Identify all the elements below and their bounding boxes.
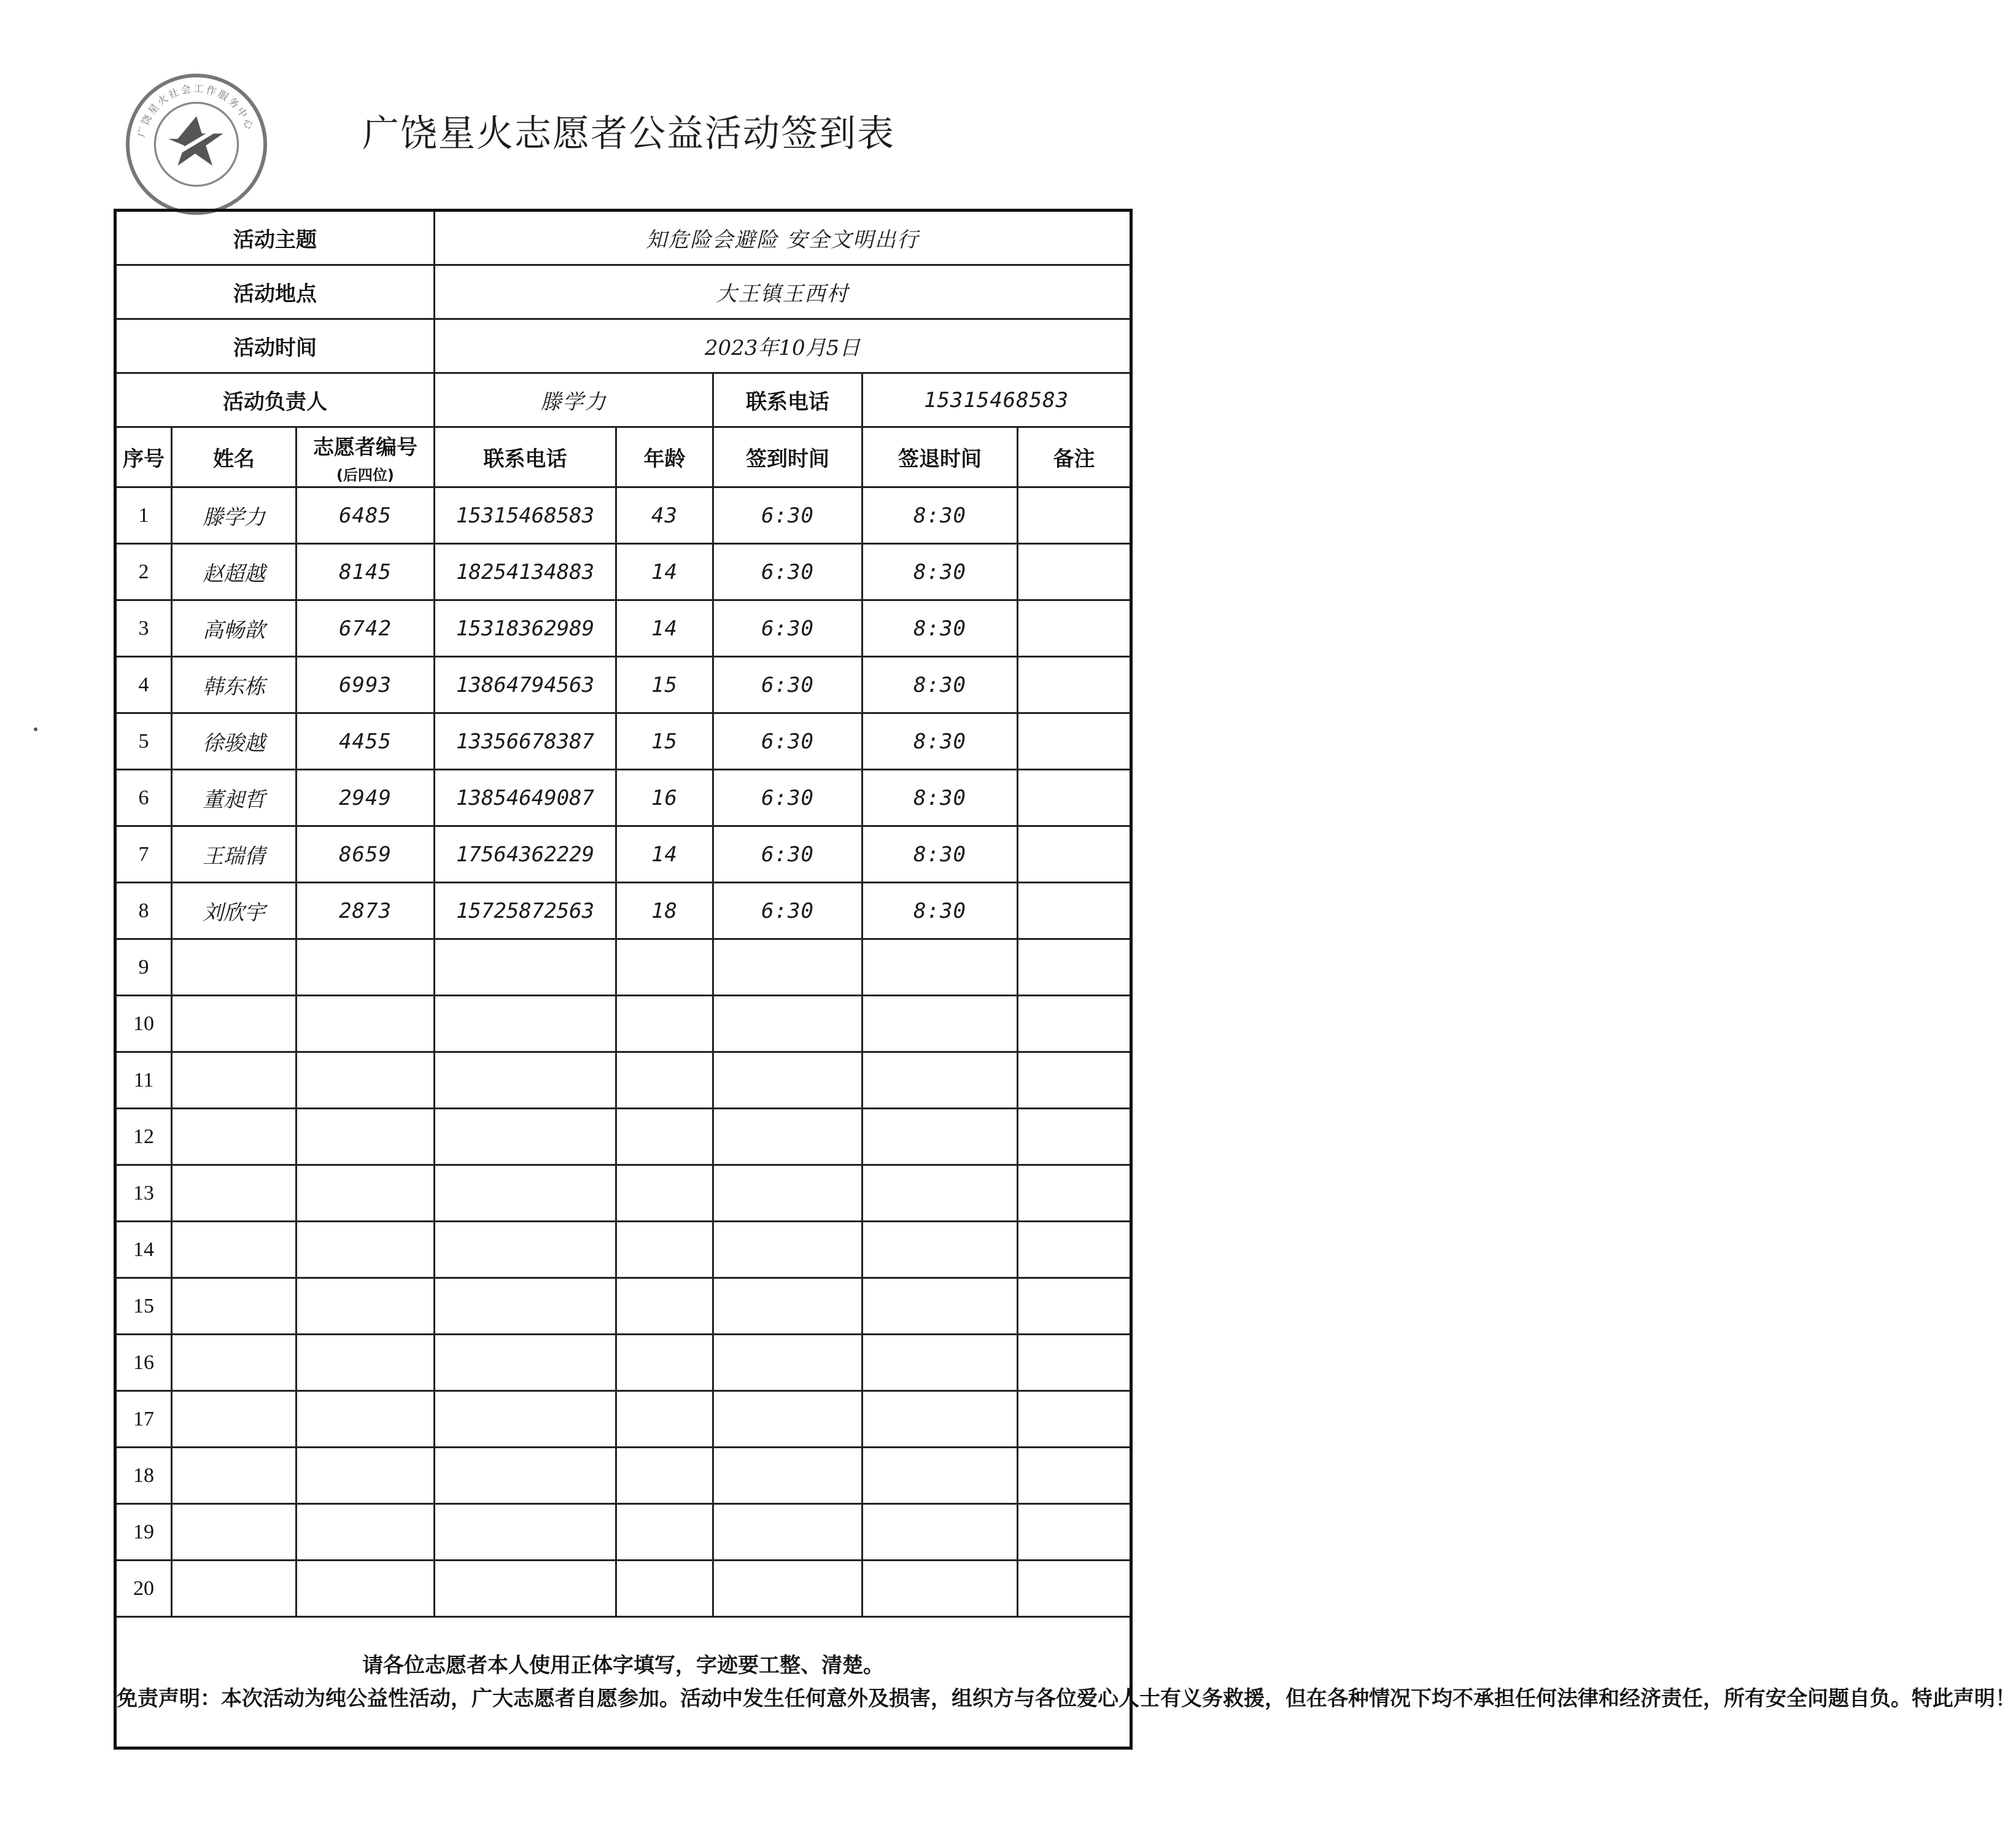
row-age xyxy=(616,1109,713,1165)
row-checkin xyxy=(713,1448,863,1504)
table-row xyxy=(115,770,1131,826)
row-age xyxy=(616,1278,713,1335)
row-phone: 17564362229 xyxy=(435,826,616,883)
row-seq: 12 xyxy=(115,1109,172,1165)
row-seq: 20 xyxy=(115,1561,172,1617)
row-remark xyxy=(1018,487,1131,544)
row-phone: 18254134883 xyxy=(435,544,616,600)
row-checkin xyxy=(713,1052,863,1109)
row-phone: 13356678387 xyxy=(435,713,616,770)
table-row xyxy=(115,996,1131,1052)
row-checkout: 8:30 xyxy=(863,657,1018,713)
row-volunteer-no: 8659 xyxy=(297,826,435,883)
table-row xyxy=(115,1335,1131,1391)
row-remark xyxy=(1018,1504,1131,1561)
row-checkout: 8:30 xyxy=(863,770,1018,826)
row-volunteer-no: 2949 xyxy=(297,770,435,826)
row-checkout xyxy=(863,1561,1018,1617)
row-volunteer-no xyxy=(297,1165,435,1222)
row-seq: 17 xyxy=(115,1391,172,1448)
row-remark xyxy=(1018,1052,1131,1109)
row-checkin: 6:30 xyxy=(713,657,863,713)
row-phone xyxy=(435,1278,616,1335)
row-age xyxy=(616,1335,713,1391)
leader-row xyxy=(115,373,1131,427)
table-row xyxy=(115,713,1131,770)
time-label: 活动时间 xyxy=(115,319,435,373)
row-remark xyxy=(1018,1109,1131,1165)
row-checkout xyxy=(863,1391,1018,1448)
row-volunteer-no xyxy=(297,1052,435,1109)
row-checkin xyxy=(713,1561,863,1617)
row-checkin xyxy=(713,1165,863,1222)
row-phone xyxy=(435,1052,616,1109)
row-age xyxy=(616,1222,713,1278)
row-phone: 13854649087 xyxy=(435,770,616,826)
row-checkout: 8:30 xyxy=(863,826,1018,883)
row-name xyxy=(172,1222,297,1278)
row-checkin xyxy=(713,1109,863,1165)
row-volunteer-no xyxy=(297,1504,435,1561)
row-name xyxy=(172,1448,297,1504)
row-checkout xyxy=(863,1222,1018,1278)
table-row xyxy=(115,544,1131,600)
row-checkin xyxy=(713,1222,863,1278)
table-row xyxy=(115,883,1131,939)
row-phone xyxy=(435,1165,616,1222)
theme-label: 活动主题 xyxy=(115,211,435,265)
row-checkout: 8:30 xyxy=(863,713,1018,770)
row-seq: 5 xyxy=(115,713,172,770)
seal-star-icon xyxy=(130,77,263,211)
row-volunteer-no xyxy=(297,1222,435,1278)
table-row xyxy=(115,1278,1131,1335)
theme-value: 知危险会避险 安全文明出行 xyxy=(435,211,1131,265)
row-checkin: 6:30 xyxy=(713,883,863,939)
place-label: 活动地点 xyxy=(115,265,435,319)
notes-instruction: 请各位志愿者本人使用正体字填写，字迹要工整、清楚。 xyxy=(362,1653,885,1678)
table-row xyxy=(115,1391,1131,1448)
row-remark xyxy=(1018,713,1131,770)
row-remark xyxy=(1018,826,1131,883)
row-age: 16 xyxy=(616,770,713,826)
row-age xyxy=(616,996,713,1052)
row-checkout: 8:30 xyxy=(863,600,1018,657)
table-row xyxy=(115,487,1131,544)
row-remark xyxy=(1018,657,1131,713)
row-age: 14 xyxy=(616,544,713,600)
table-row xyxy=(115,826,1131,883)
table-row xyxy=(115,1504,1131,1561)
leader-label: 活动负责人 xyxy=(115,373,435,427)
row-seq: 3 xyxy=(115,600,172,657)
leader-phone-label: 联系电话 xyxy=(713,373,863,427)
table-row xyxy=(115,600,1131,657)
row-checkin: 6:30 xyxy=(713,544,863,600)
row-age xyxy=(616,1165,713,1222)
row-checkout xyxy=(863,1448,1018,1504)
table-row xyxy=(115,657,1131,713)
row-checkin xyxy=(713,939,863,996)
leader-value: 滕学力 xyxy=(435,373,713,427)
row-age: 15 xyxy=(616,713,713,770)
row-checkout: 8:30 xyxy=(863,544,1018,600)
row-name xyxy=(172,1165,297,1222)
row-checkout xyxy=(863,1278,1018,1335)
row-volunteer-no xyxy=(297,1335,435,1391)
row-checkin: 6:30 xyxy=(713,487,863,544)
row-name: 高畅歆 xyxy=(172,600,297,657)
time-value: 2023年10月5日 xyxy=(435,319,1131,373)
row-phone: 15725872563 xyxy=(435,883,616,939)
row-name xyxy=(172,1504,297,1561)
col-seq: 序号 xyxy=(115,427,172,487)
seal-text: 广饶星火社会工作服务中心 xyxy=(135,82,257,139)
row-volunteer-no xyxy=(297,1109,435,1165)
row-seq: 19 xyxy=(115,1504,172,1561)
row-name xyxy=(172,939,297,996)
row-name xyxy=(172,1052,297,1109)
row-phone: 15318362989 xyxy=(435,600,616,657)
col-checkout: 签退时间 xyxy=(863,427,1018,487)
row-name xyxy=(172,1109,297,1165)
col-phone: 联系电话 xyxy=(435,427,616,487)
col-volunteer-no-sub: (后四位) xyxy=(336,466,394,484)
row-volunteer-no: 4455 xyxy=(297,713,435,770)
row-remark xyxy=(1018,1335,1131,1391)
row-remark xyxy=(1018,1278,1131,1335)
col-name: 姓名 xyxy=(172,427,297,487)
row-remark xyxy=(1018,1222,1131,1278)
row-volunteer-no xyxy=(297,939,435,996)
row-checkout xyxy=(863,1109,1018,1165)
row-checkin: 6:30 xyxy=(713,826,863,883)
table-row xyxy=(115,1052,1131,1109)
row-name: 刘欣宇 xyxy=(172,883,297,939)
row-age: 14 xyxy=(616,600,713,657)
row-seq: 15 xyxy=(115,1278,172,1335)
row-phone xyxy=(435,1222,616,1278)
page-title: 广饶星火志愿者公益活动签到表 xyxy=(362,112,895,155)
row-remark xyxy=(1018,1448,1131,1504)
row-seq: 13 xyxy=(115,1165,172,1222)
volunteer-rows xyxy=(115,487,1131,1617)
row-volunteer-no xyxy=(297,1391,435,1448)
table-row xyxy=(115,939,1131,996)
notes-row xyxy=(115,1617,1131,1748)
theme-row xyxy=(115,211,1131,265)
row-age: 18 xyxy=(616,883,713,939)
row-phone: 15315468583 xyxy=(435,487,616,544)
row-age xyxy=(616,1391,713,1448)
col-checkin: 签到时间 xyxy=(713,427,863,487)
row-volunteer-no: 6742 xyxy=(297,600,435,657)
row-remark xyxy=(1018,1165,1131,1222)
row-seq: 6 xyxy=(115,770,172,826)
row-checkout xyxy=(863,939,1018,996)
row-checkin: 6:30 xyxy=(713,713,863,770)
scan-speck xyxy=(34,727,37,731)
row-seq: 10 xyxy=(115,996,172,1052)
row-checkin xyxy=(713,1391,863,1448)
row-phone xyxy=(435,1335,616,1391)
row-phone xyxy=(435,939,616,996)
table-row xyxy=(115,1561,1131,1617)
time-row xyxy=(115,319,1131,373)
col-volunteer-no-label: 志愿者编号 xyxy=(313,435,418,460)
row-phone xyxy=(435,996,616,1052)
place-row xyxy=(115,265,1131,319)
row-checkin xyxy=(713,996,863,1052)
row-checkout xyxy=(863,1165,1018,1222)
row-name xyxy=(172,1278,297,1335)
row-checkout xyxy=(863,996,1018,1052)
row-volunteer-no: 6993 xyxy=(297,657,435,713)
row-checkin: 6:30 xyxy=(713,600,863,657)
row-name: 徐骏越 xyxy=(172,713,297,770)
row-seq: 14 xyxy=(115,1222,172,1278)
row-age xyxy=(616,1052,713,1109)
row-volunteer-no: 8145 xyxy=(297,544,435,600)
row-name: 王瑞倩 xyxy=(172,826,297,883)
row-checkout: 8:30 xyxy=(863,487,1018,544)
table-row xyxy=(115,1448,1131,1504)
row-checkin xyxy=(713,1335,863,1391)
sign-in-table xyxy=(114,209,2016,1750)
row-phone xyxy=(435,1109,616,1165)
row-seq: 18 xyxy=(115,1448,172,1504)
row-seq: 16 xyxy=(115,1335,172,1391)
row-remark xyxy=(1018,883,1131,939)
row-checkin xyxy=(713,1278,863,1335)
row-name: 韩东栋 xyxy=(172,657,297,713)
row-checkin xyxy=(713,1504,863,1561)
row-name xyxy=(172,1335,297,1391)
row-seq: 7 xyxy=(115,826,172,883)
row-remark xyxy=(1018,996,1131,1052)
row-checkout xyxy=(863,1052,1018,1109)
row-name: 赵超越 xyxy=(172,544,297,600)
col-remark: 备注 xyxy=(1018,427,1131,487)
table-row xyxy=(115,1109,1131,1165)
row-seq: 11 xyxy=(115,1052,172,1109)
notes-disclaimer: 免责声明：本次活动为纯公益性活动，广大志愿者自愿参加。活动中发生任何意外及损害，组织方与各位爱心人士有义务救援，但在各种情况下均不承担任何法律和经济责任，所有安全问题自负。特此声明！ xyxy=(117,1686,2016,1711)
row-remark xyxy=(1018,600,1131,657)
row-phone xyxy=(435,1504,616,1561)
row-age: 15 xyxy=(616,657,713,713)
row-checkout: 8:30 xyxy=(863,883,1018,939)
row-volunteer-no xyxy=(297,1278,435,1335)
row-phone xyxy=(435,1561,616,1617)
row-seq: 1 xyxy=(115,487,172,544)
row-remark xyxy=(1018,1391,1131,1448)
row-name xyxy=(172,996,297,1052)
row-age: 43 xyxy=(616,487,713,544)
row-seq: 8 xyxy=(115,883,172,939)
row-remark xyxy=(1018,544,1131,600)
notes-cell xyxy=(115,1617,2016,1748)
table-row xyxy=(115,1165,1131,1222)
row-seq: 4 xyxy=(115,657,172,713)
row-name: 滕学力 xyxy=(172,487,297,544)
row-phone: 13864794563 xyxy=(435,657,616,713)
row-remark xyxy=(1018,1561,1131,1617)
row-name xyxy=(172,1561,297,1617)
row-volunteer-no: 2873 xyxy=(297,883,435,939)
column-header-row xyxy=(115,427,1131,487)
row-phone xyxy=(435,1391,616,1448)
row-volunteer-no: 6485 xyxy=(297,487,435,544)
organization-seal xyxy=(126,74,267,215)
row-volunteer-no xyxy=(297,996,435,1052)
row-age xyxy=(616,939,713,996)
row-age: 14 xyxy=(616,826,713,883)
row-checkout xyxy=(863,1504,1018,1561)
row-seq: 9 xyxy=(115,939,172,996)
table-row xyxy=(115,1222,1131,1278)
row-phone xyxy=(435,1448,616,1504)
row-checkout xyxy=(863,1335,1018,1391)
row-remark xyxy=(1018,770,1131,826)
row-age xyxy=(616,1561,713,1617)
col-volunteer-no xyxy=(297,427,435,487)
row-age xyxy=(616,1448,713,1504)
row-volunteer-no xyxy=(297,1448,435,1504)
leader-phone-value: 15315468583 xyxy=(863,373,1131,427)
row-volunteer-no xyxy=(297,1561,435,1617)
row-age xyxy=(616,1504,713,1561)
col-age: 年龄 xyxy=(616,427,713,487)
row-checkin: 6:30 xyxy=(713,770,863,826)
row-seq: 2 xyxy=(115,544,172,600)
row-name: 董昶哲 xyxy=(172,770,297,826)
row-remark xyxy=(1018,939,1131,996)
place-value: 大王镇王西村 xyxy=(435,265,1131,319)
row-name xyxy=(172,1391,297,1448)
